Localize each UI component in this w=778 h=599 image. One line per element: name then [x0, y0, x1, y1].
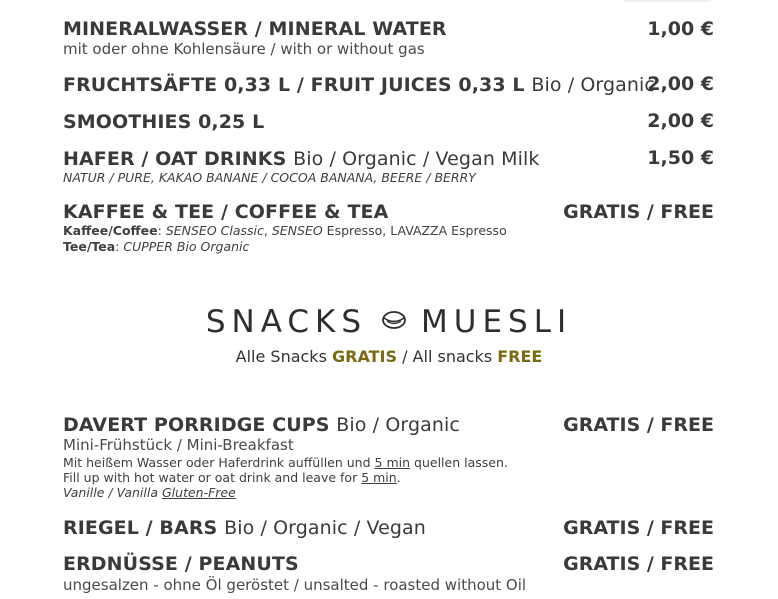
porridge-line1-time: 5 min — [374, 455, 411, 470]
item-title-bars — [63, 517, 426, 539]
item-title-coffee: KAFFEE & TEE / COFFEE & TEA — [63, 201, 389, 223]
coffee-text-3: Espresso, LAVAZZA Espresso — [326, 223, 507, 238]
item-title-porridge — [63, 414, 460, 436]
item-price-bars: GRATIS / FREE — [563, 517, 714, 539]
item-desc-porridge-de — [63, 455, 508, 470]
item-desc-tea: Tee/Tea: CUPPER Bio Organic — [63, 239, 250, 254]
item-desc-oat: NATUR / PURE, KAKAO BANANE / COCOA BANANA, BEERE / BERRY — [63, 170, 476, 185]
item-title-water: MINERALWASSER / MINERAL WATER — [63, 18, 447, 40]
item-tag-oat: Bio / Organic / Vegan Milk — [293, 148, 540, 170]
tagline-gratis: GRATIS — [332, 347, 397, 366]
item-title-juice — [63, 74, 655, 96]
tagline-pre: Alle Snacks — [235, 347, 327, 366]
item-price-smoothies: 2,00 € — [647, 110, 714, 132]
item-title-bars-text: RIEGEL / BARS — [63, 517, 218, 539]
item-tag-porridge: Bio / Organic — [336, 414, 460, 436]
heading-right: MUESLI — [421, 304, 573, 340]
item-title-juice-text: FRUCHTSÄFTE 0,33 L / FRUIT JUICES 0,33 L — [63, 74, 525, 96]
item-desc-water: mit oder ohne Kohlensäure / with or without gas — [63, 40, 425, 58]
coffee-text-2: SENSEO — [271, 223, 323, 238]
section-heading-snacks — [0, 304, 778, 342]
porridge-line2-post: . — [396, 470, 401, 485]
item-price-coffee: GRATIS / FREE — [563, 201, 714, 223]
bowl-icon — [381, 303, 407, 339]
item-title-oat — [63, 148, 539, 170]
item-title-oat-text: HAFER / OAT DRINKS — [63, 148, 287, 170]
coffee-label: Kaffee/Coffee — [63, 223, 158, 238]
item-price-water: 1,00 € — [647, 18, 714, 40]
item-title-porridge-text: DAVERT PORRIDGE CUPS — [63, 414, 330, 436]
item-variant-porridge — [63, 485, 236, 500]
porridge-variant: Vanille / Vanilla — [63, 485, 159, 500]
item-desc-peanuts: ungesalzen - ohne Öl geröstet / unsalted - roasted without Oil — [63, 576, 527, 594]
item-price-porridge: GRATIS / FREE — [563, 414, 714, 436]
coffee-text-1: SENSEO Classic — [165, 223, 264, 238]
item-desc-coffee: Kaffee/Coffee: SENSEO Classic, SENSEO Espresso, LAVAZZA Espresso — [63, 223, 507, 238]
item-subtitle-porridge: Mini-Frühstück / Mini-Breakfast — [63, 436, 294, 454]
item-title-peanuts: ERDNÜSSE / PEANUTS — [63, 553, 299, 575]
item-desc-porridge-en — [63, 470, 401, 485]
porridge-line1-pre: Mit heißem Wasser oder Haferdrink auffüllen und — [63, 455, 371, 470]
item-tag-juice: Bio / Organic — [531, 74, 655, 96]
snacks-tagline — [0, 347, 778, 366]
tagline-free: FREE — [497, 347, 543, 366]
porridge-line2-time: 5 min — [361, 470, 397, 485]
tea-label: Tee/Tea — [63, 239, 116, 254]
tea-text: CUPPER Bio Organic — [123, 239, 250, 254]
item-price-peanuts: GRATIS / FREE — [563, 553, 714, 575]
porridge-line1-post: quellen lassen. — [414, 455, 508, 470]
top-edge-bar — [622, 0, 712, 2]
item-title-smoothies: SMOOTHIES 0,25 L — [63, 111, 265, 133]
porridge-gluten-free: Gluten-Free — [162, 485, 236, 500]
tagline-mid: / All snacks — [402, 347, 493, 366]
heading-left: SNACKS — [205, 304, 368, 340]
item-price-oat: 1,50 € — [647, 147, 714, 169]
item-tag-bars: Bio / Organic / Vegan — [224, 517, 426, 539]
porridge-line2-pre: Fill up with hot water or oat drink and leave for — [63, 470, 358, 485]
item-price-juice: 2,00 € — [647, 73, 714, 95]
